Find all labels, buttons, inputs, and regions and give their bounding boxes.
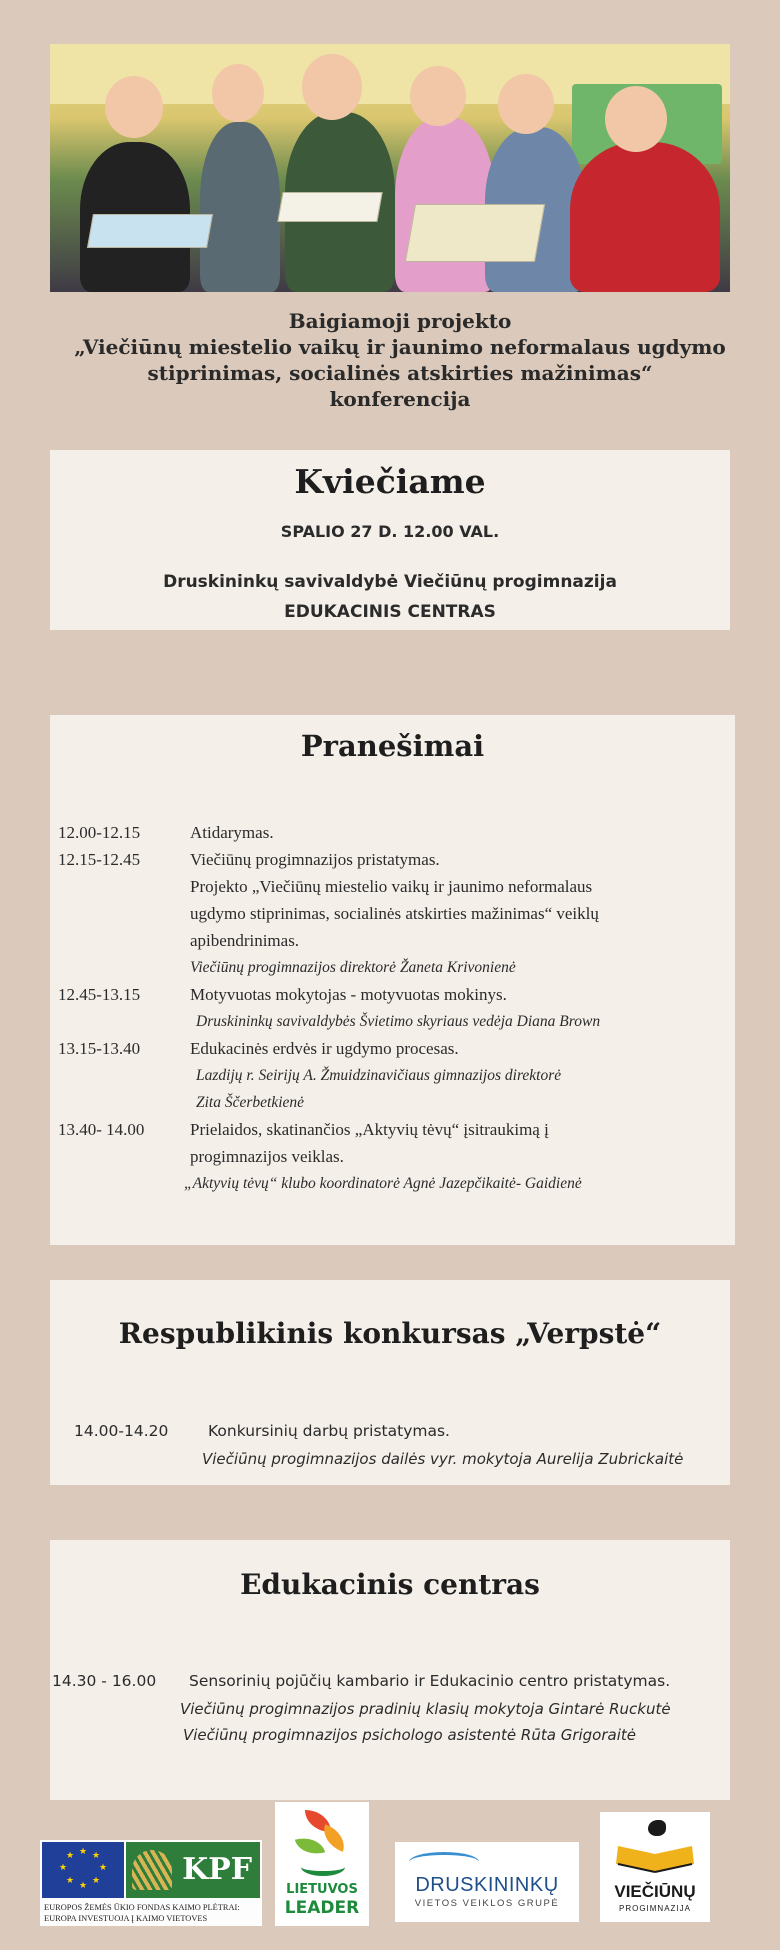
kpf-logo [126,1842,260,1898]
program-time: 12.45-13.15 [58,985,141,1004]
program-time: 12.00-12.15 [58,823,141,842]
title-line: konferencija [329,387,471,411]
conference-title [70,308,730,412]
title-line: stiprinimas, socialinės atskirties mažinimas“ [147,361,653,385]
program-item [58,1116,728,1143]
title-line: „Viečiūnų miestelio vaikų ir jaunimo neformalaus ugdymo [74,335,726,359]
program-item [58,819,728,846]
leader-text: LIETUVOS [286,1882,358,1897]
program-item [74,1422,724,1440]
eu-caption-line: EUROPA INVESTUOJA Į KAIMO VIETOVES [44,1914,208,1923]
presentations-panel [50,715,735,1245]
program-speaker: Zita Ščerbetkienė [196,1094,305,1111]
program-speaker: Viečiūnų progimnazijos pradinių klasių mokytoja Gintarė Ruckutė [180,1700,671,1718]
event-place-line: Druskininkų savivaldybė Viečiūnų progimnazija [163,572,617,592]
eu-kpf-logo [40,1840,262,1926]
wave-icon [409,1852,479,1872]
lietuvos-leader-logo [275,1802,369,1926]
contest-panel [50,1280,730,1485]
program-item [58,1035,728,1062]
book-icon [614,1842,696,1874]
event-datetime: SPALIO 27 D. 12.00 VAL. [280,522,500,541]
program-time: 13.15-13.40 [58,1039,141,1058]
program-list [58,819,728,1197]
eu-caption [44,1902,258,1924]
vieciunu-subtext: PROGIMNAZIJA [618,1904,691,1913]
program-text: Prielaidos, skatinančios „Aktyvių tėvų“ įsitraukimą į [190,1120,549,1139]
program-text: Viečiūnų progimnazijos pristatymas. [190,850,440,869]
program-text: apibendrinimas. [190,931,300,950]
program-speaker: Viečiūnų progimnazijos psichologo asistentė Rūta Grigoraitė [183,1726,636,1744]
presentations-title: Pranešimai [300,729,485,763]
leaf-icon [295,1833,325,1859]
program-text: Sensorinių pojūčių kambario ir Edukacinio centro pristatymas. [189,1672,671,1690]
bird-icon [648,1820,666,1836]
vieciunu-text: VIEČIŪNŲ [614,1882,696,1901]
program-item [52,1672,722,1690]
druskininku-vvg-logo [395,1842,579,1922]
hand-icon [301,1858,345,1876]
program-speaker: „Aktyvių tėvų“ klubo koordinatorė Agnė Jazepčikaitė- Gaidienė [184,1175,582,1192]
program-speaker: Druskininkų savivaldybės Švietimo skyriaus vedėja Diana Brown [196,1013,601,1030]
program-speaker: Viečiūnų progimnazijos direktorė Žaneta Krivonienė [190,959,516,976]
program-text: ugdymo stiprinimas, socialinės atskirties mažinimas“ veiklų [190,904,599,923]
event-place-line: EDUKACINIS CENTRAS [284,602,496,622]
program-text: progimnazijos veiklas. [190,1147,344,1166]
program-time: 14.30 - 16.00 [52,1672,157,1690]
leader-text: LEADER [284,1898,360,1918]
eu-flag-icon: ★ ★ ★ ★ ★ ★ ★ ★ [42,1842,124,1898]
invitation-panel [50,450,730,630]
event-place [50,567,730,627]
druskininku-text: DRUSKININKŲ [415,1874,559,1896]
header-photo [50,44,730,292]
program-text: Atidarymas. [190,823,274,842]
kpf-text: KPF [182,1852,252,1887]
wheat-icon [132,1850,172,1890]
program-speaker: Lazdijų r. Seirijų A. Žmuidzinavičiaus gimnazijos direktorė [196,1067,562,1084]
program-time: 13.40- 14.00 [58,1120,145,1139]
program-time: 14.00-14.20 [74,1422,169,1440]
invitation-title: Kviečiame [294,462,486,501]
program-time: 12.15-12.45 [58,850,141,869]
vieciunu-logo [600,1812,710,1922]
program-text: Konkursinių darbų pristatymas. [208,1422,450,1440]
eu-caption-line: EUROPOS ŽEMĖS ŪKIO FONDAS KAIMO PLĖTRAI: [44,1903,240,1912]
druskininku-subtext: VIETOS VEIKLOS GRUPĖ [414,1898,560,1909]
program-item [58,846,728,873]
title-line: Baigiamoji projekto [288,309,512,333]
edu-center-title: Edukacinis centras [240,1568,540,1601]
edu-center-panel [50,1540,730,1800]
program-text: Edukacinės erdvės ir ugdymo procesas. [190,1039,459,1058]
program-text: Motyvuotas mokytojas - motyvuotas mokinys. [190,985,507,1004]
contest-title: Respublikinis konkursas „Verpstė“ [118,1317,662,1350]
program-item [58,981,728,1008]
program-text: Projekto „Viečiūnų miestelio vaikų ir jaunimo neformalaus [190,877,593,896]
program-speaker: Viečiūnų progimnazijos dailės vyr. mokytoja Aurelija Zubrickaitė [202,1450,684,1468]
